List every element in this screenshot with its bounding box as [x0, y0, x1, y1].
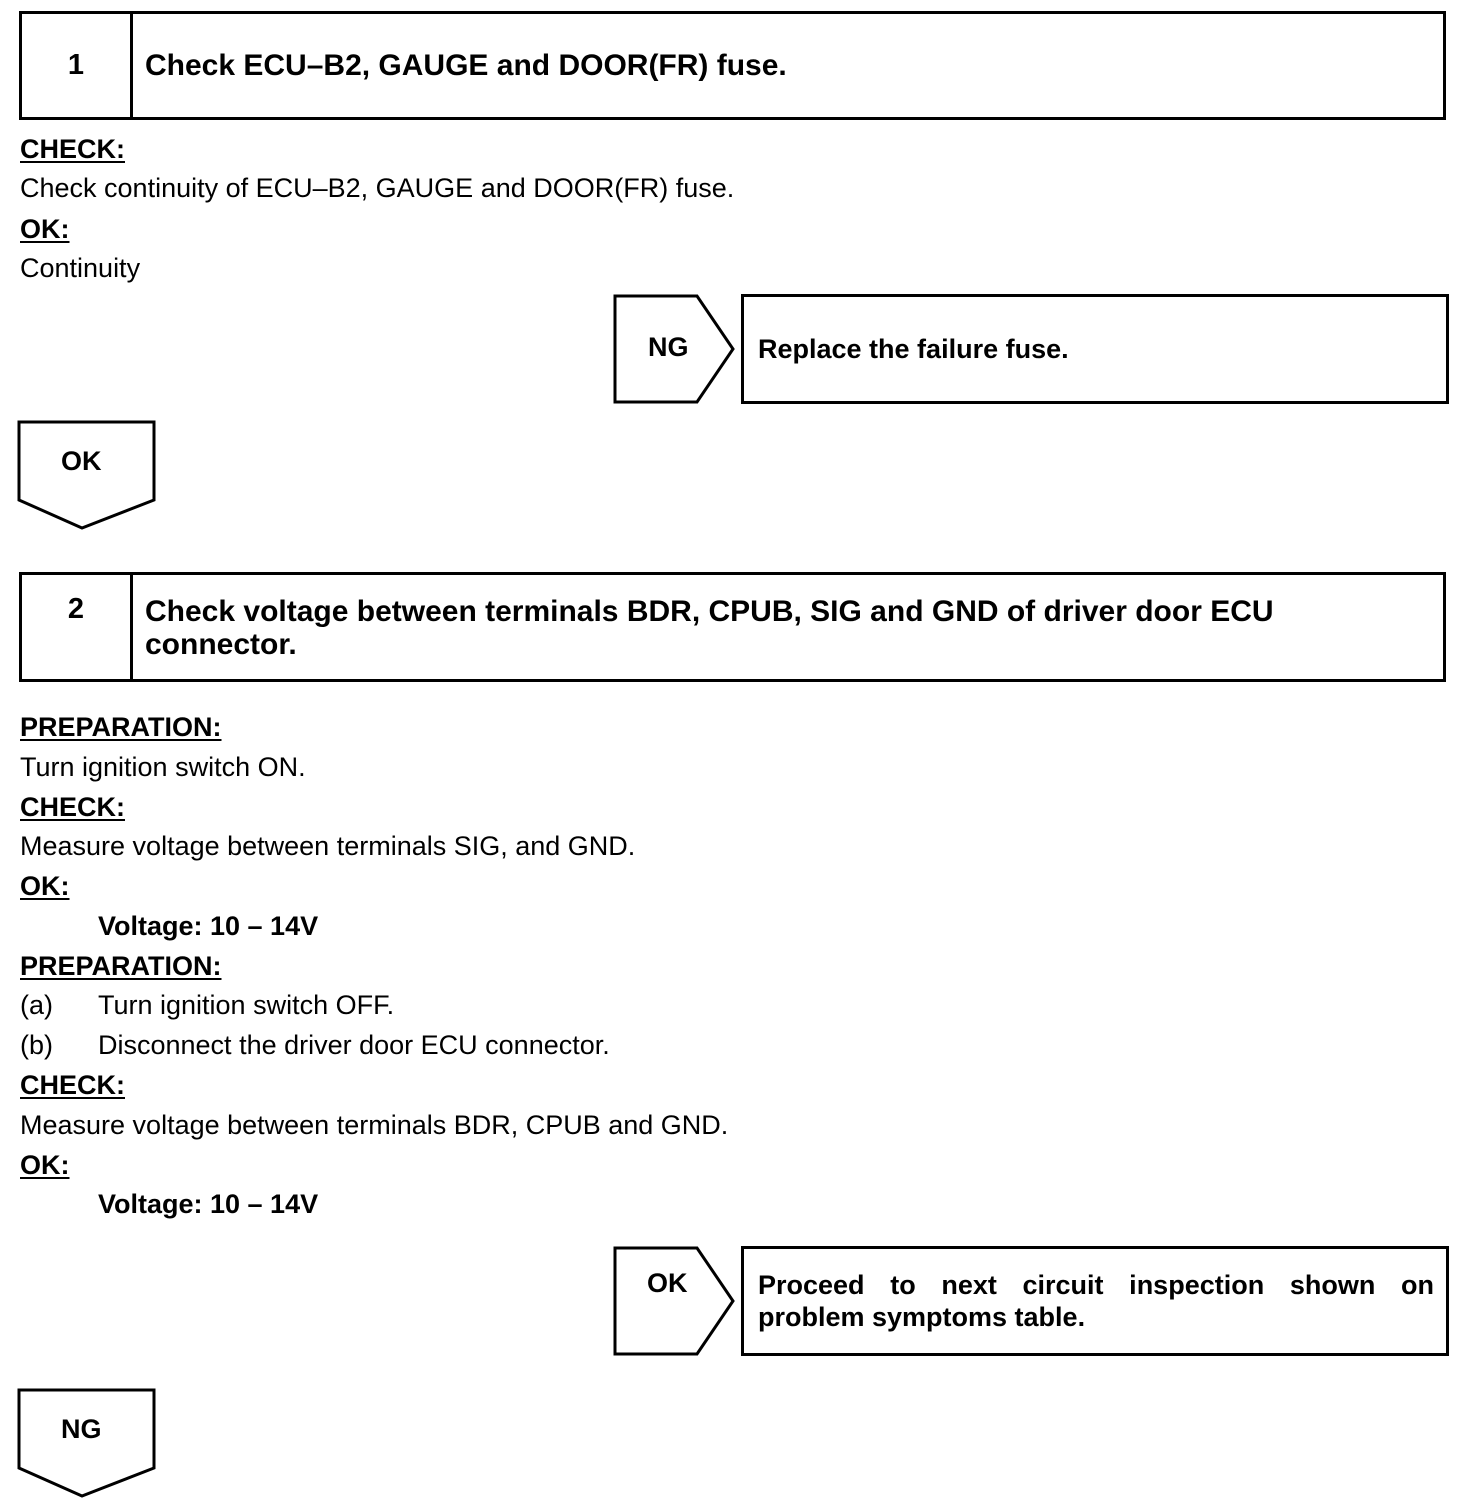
- step2-prep2-item-b-marker: (b): [20, 1030, 53, 1060]
- step2-check1-text: Measure voltage between terminals SIG, and GND.: [20, 831, 636, 861]
- step2-ok-arrow-label: OK: [647, 1268, 688, 1298]
- step1-check-text: Check continuity of ECU–B2, GAUGE and DOOR(FR) fuse.: [20, 173, 735, 203]
- step1-ng-result-text: Replace the failure fuse.: [758, 334, 1069, 364]
- step1-ng-arrow-label: NG: [648, 332, 689, 362]
- step2-ng-arrow-label: NG: [61, 1414, 102, 1444]
- step2-prep2-item-a-text: Turn ignition switch OFF.: [98, 990, 395, 1020]
- step2-number: 2: [22, 575, 133, 679]
- step2-ok2-spec: Voltage: 10 – 14V: [98, 1189, 319, 1219]
- step2-prep2-item-b-text: Disconnect the driver door ECU connector.: [98, 1030, 610, 1060]
- step2-prep1-label: PREPARATION:: [20, 712, 222, 742]
- step2-header: [19, 572, 1446, 682]
- step2-ok1-spec: Voltage: 10 – 14V: [98, 911, 319, 941]
- step2-check1-label: CHECK:: [20, 792, 125, 822]
- step2-check2-label: CHECK:: [20, 1070, 125, 1100]
- step1-ng-result: [741, 294, 1449, 404]
- step2-prep1-text: Turn ignition switch ON.: [20, 752, 306, 782]
- step2-prep2-label: PREPARATION:: [20, 951, 222, 981]
- step1-check-label: CHECK:: [20, 134, 125, 164]
- step1-title: Check ECU–B2, GAUGE and DOOR(FR) fuse.: [145, 49, 787, 82]
- step2-ok-result-text: Proceed to next circuit inspection shown on problem symptoms table.: [758, 1270, 1434, 1332]
- step1-ok-text: Continuity: [20, 253, 141, 283]
- step2-ok2-label: OK:: [20, 1150, 70, 1180]
- step1-number: 1: [22, 14, 133, 117]
- step2-ok-arrow-shape: [613, 1246, 737, 1358]
- step2-ok-result: [741, 1246, 1449, 1356]
- step2-prep2-item-a-marker: (a): [20, 990, 53, 1020]
- step2-title: Check voltage between terminals BDR, CPUB, SIG and GND of driver door ECU connector.: [145, 595, 1274, 661]
- step2-check2-text: Measure voltage between terminals BDR, CPUB and GND.: [20, 1110, 729, 1140]
- step1-ok-label: OK:: [20, 214, 70, 244]
- step1-ok-arrow-label: OK: [61, 446, 102, 476]
- step1-header: [19, 11, 1446, 120]
- step2-ok1-label: OK:: [20, 871, 70, 901]
